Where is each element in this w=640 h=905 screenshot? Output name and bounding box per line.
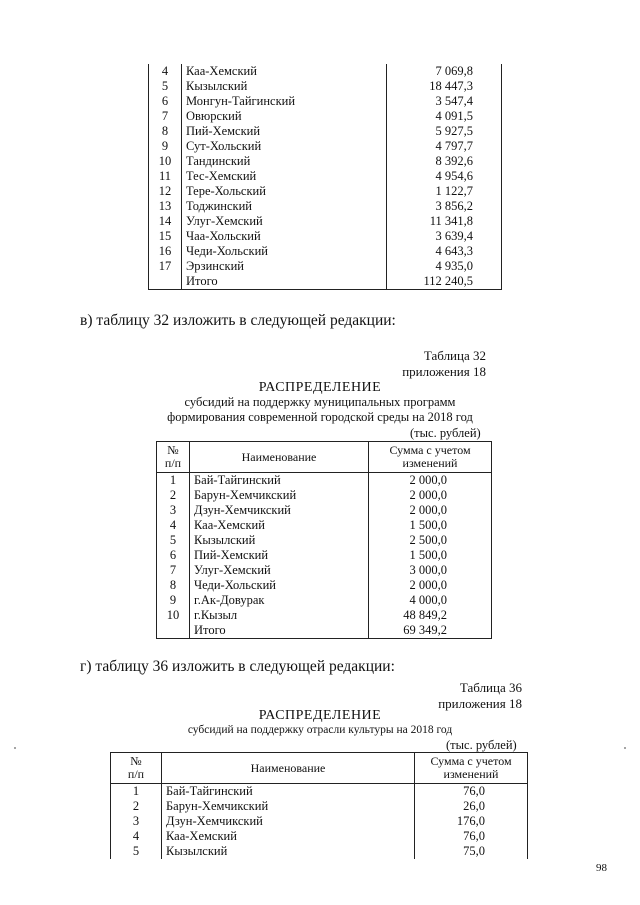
table-row: [111, 814, 528, 829]
table-continued-row-value: 3 547,4: [387, 94, 502, 109]
table36-row-number: 2: [111, 799, 162, 814]
table-row: [157, 473, 492, 489]
table32-col-no-line1: №: [167, 443, 179, 457]
table36-col-sum: [415, 753, 528, 784]
table-continued-row-value: 112 240,5: [387, 274, 502, 290]
table32-row-number: 6: [157, 548, 190, 563]
table-continued-row-name: Чеди-Хольский: [182, 244, 387, 259]
table-continued-row-name: Каа-Хемский: [182, 64, 387, 79]
table32-col-no: [157, 442, 190, 473]
table-row: [149, 229, 502, 244]
table-continued-row-number: 4: [149, 64, 182, 79]
table-continued-row-number: 17: [149, 259, 182, 274]
table-row: [157, 488, 492, 503]
table-continued-row-name: Чаа-Хольский: [182, 229, 387, 244]
table-continued-body: [149, 64, 502, 290]
table-continued-row-number: 14: [149, 214, 182, 229]
table32-row-number: 2: [157, 488, 190, 503]
table-row: [111, 829, 528, 844]
table36-row-number: 1: [111, 784, 162, 800]
table-continued-row-name: Улуг-Хемский: [182, 214, 387, 229]
table-row: [157, 518, 492, 533]
table32-row-value: 2 000,0: [369, 578, 492, 593]
table36-col-no: [111, 753, 162, 784]
table32-caption-line1: Таблица 32: [423, 348, 486, 363]
table36-subheading: субсидий на поддержку отрасли культуры на 2018 год: [187, 724, 453, 736]
table32-col-name: Наименование: [190, 442, 369, 473]
table36-row-number: 3: [111, 814, 162, 829]
table-row: [157, 608, 492, 623]
table32-header: [157, 442, 492, 473]
table-row: [149, 154, 502, 169]
table32-row-name: г.Кызыл: [190, 608, 369, 623]
table36-row-value: 76,0: [415, 829, 528, 844]
table36-row-name: Кызылский: [162, 844, 415, 859]
table36-row-number: 4: [111, 829, 162, 844]
table-row: [157, 533, 492, 548]
table36-row-name: Бай-Тайгинский: [162, 784, 415, 800]
table36-col-no-line2: п/п: [127, 767, 145, 781]
table-row: [149, 124, 502, 139]
table32-row-number: [157, 623, 190, 639]
table-row: [149, 169, 502, 184]
table-continued-row-name: Итого: [182, 274, 387, 290]
table36-caption-line1: Таблица 36: [459, 680, 522, 695]
table32-caption: [402, 348, 486, 380]
paragraph-v: в) таблицу 32 изложить в следующей редакции:: [80, 312, 396, 329]
table-continued-row-name: Тандинский: [182, 154, 387, 169]
table-row: [149, 184, 502, 199]
table-continued-row-value: 4 797,7: [387, 139, 502, 154]
scan-speck: [14, 747, 16, 749]
table32-row-number: 8: [157, 578, 190, 593]
table32-row-value: 69 349,2: [369, 623, 492, 639]
table-row: [157, 623, 492, 639]
table32-col-sum-line1: Сумма с учетом: [389, 443, 471, 457]
table36-row-value: 75,0: [415, 844, 528, 859]
table32-row-value: 48 849,2: [369, 608, 492, 623]
table32-row-name: Кызылский: [190, 533, 369, 548]
table36-col-no-line1: №: [130, 754, 142, 768]
table32-body: [157, 473, 492, 639]
table36-col-name: Наименование: [162, 753, 415, 784]
table32-row-value: 2 500,0: [369, 533, 492, 548]
table32-row-number: 10: [157, 608, 190, 623]
scan-speck: [624, 747, 626, 749]
table-row: [157, 593, 492, 608]
table-continued-row-number: 5: [149, 79, 182, 94]
table32-row-value: 2 000,0: [369, 503, 492, 518]
table-continued: [148, 64, 502, 290]
table36-heading-block: [170, 708, 470, 738]
table-continued-row-name: Эрзинский: [182, 259, 387, 274]
table32-row-value: 1 500,0: [369, 518, 492, 533]
table-continued-row-value: 5 927,5: [387, 124, 502, 139]
table-row: [149, 109, 502, 124]
table-continued-row-value: 3 639,4: [387, 229, 502, 244]
table32-row-name: Бай-Тайгинский: [190, 473, 369, 489]
table36-row-name: Барун-Хемчикский: [162, 799, 415, 814]
table32-col-sum: [369, 442, 492, 473]
table-continued-row-value: 4 935,0: [387, 259, 502, 274]
table32-row-name: Дзун-Хемчикский: [190, 503, 369, 518]
table36: [110, 752, 528, 859]
table-continued-row-value: 4 954,6: [387, 169, 502, 184]
table-row: [149, 199, 502, 214]
table-continued-row-name: Тоджинский: [182, 199, 387, 214]
table-continued-row-number: 11: [149, 169, 182, 184]
table-continued-row-value: 11 341,8: [387, 214, 502, 229]
table36-col-sum-line2: изменений: [443, 767, 499, 781]
table32-row-name: Барун-Хемчикский: [190, 488, 369, 503]
table-continued-row-number: 16: [149, 244, 182, 259]
table32-row-number: 1: [157, 473, 190, 489]
table-row: [111, 784, 528, 800]
table-continued-row-name: Тере-Хольский: [182, 184, 387, 199]
table-continued-row-number: 12: [149, 184, 182, 199]
table32-heading: РАСПРЕДЕЛЕНИЕ: [258, 380, 382, 395]
table-row: [149, 94, 502, 109]
table-row: [149, 139, 502, 154]
table32-row-name: Пий-Хемский: [190, 548, 369, 563]
table36-heading: РАСПРЕДЕЛЕНИЕ: [258, 708, 382, 723]
table-row: [149, 259, 502, 274]
table32-row-name: Итого: [190, 623, 369, 639]
table-continued-row-value: 4 643,3: [387, 244, 502, 259]
table36-row-value: 26,0: [415, 799, 528, 814]
table32-subheading-line1: субсидий на поддержку муниципальных программ: [184, 395, 456, 409]
table-continued-row-number: 8: [149, 124, 182, 139]
table-continued-row-value: 7 069,8: [387, 64, 502, 79]
table-row: [157, 503, 492, 518]
table-continued-row-number: 15: [149, 229, 182, 244]
page-number: 98: [596, 862, 607, 874]
table32: [156, 441, 492, 639]
table32-caption-line2: приложения 18: [402, 364, 486, 379]
table-continued-row-number: 10: [149, 154, 182, 169]
table32-row-number: 9: [157, 593, 190, 608]
table-row: [149, 214, 502, 229]
table32-row-value: 4 000,0: [369, 593, 492, 608]
table32-row-name: Каа-Хемский: [190, 518, 369, 533]
table32-row-value: 2 000,0: [369, 488, 492, 503]
table32-row-value: 1 500,0: [369, 548, 492, 563]
table32-row-value: 3 000,0: [369, 563, 492, 578]
table36-row-number: 5: [111, 844, 162, 859]
table32-heading-block: [150, 380, 490, 425]
table-row: [111, 799, 528, 814]
table-row: [149, 244, 502, 259]
table-continued-row-value: 8 392,6: [387, 154, 502, 169]
table36-row-value: 176,0: [415, 814, 528, 829]
table-row: [157, 563, 492, 578]
table-continued-row-name: Монгун-Тайгинский: [182, 94, 387, 109]
table32-row-number: 5: [157, 533, 190, 548]
table36-caption-line2: приложения 18: [438, 696, 522, 711]
table32-row-name: Улуг-Хемский: [190, 563, 369, 578]
table-row: [149, 274, 502, 290]
table32-row-name: Чеди-Хольский: [190, 578, 369, 593]
table-continued-row-name: Тес-Хемский: [182, 169, 387, 184]
table32-row-number: 3: [157, 503, 190, 518]
table36-body: [111, 784, 528, 860]
table-row: [149, 64, 502, 79]
table-continued-row-value: 3 856,2: [387, 199, 502, 214]
table32-row-name: г.Ак-Довурак: [190, 593, 369, 608]
table-row: [149, 79, 502, 94]
table32-subheading-line2: формирования современной городской среды на 2018 год: [167, 410, 473, 424]
table32-col-sum-line2: изменений: [402, 456, 458, 470]
table-continued-row-value: 1 122,7: [387, 184, 502, 199]
table-continued-row-name: Пий-Хемский: [182, 124, 387, 139]
table-continued-row-name: Кызылский: [182, 79, 387, 94]
table-row: [157, 548, 492, 563]
paragraph-g: г) таблицу 36 изложить в следующей редакции:: [80, 658, 395, 675]
table-row: [157, 578, 492, 593]
table-continued-row-number: 7: [149, 109, 182, 124]
table36-row-name: Каа-Хемский: [162, 829, 415, 844]
table36-col-sum-line1: Сумма с учетом: [430, 754, 512, 768]
table36-header: [111, 753, 528, 784]
table-row: [111, 844, 528, 859]
table-continued-row-name: Сут-Хольский: [182, 139, 387, 154]
table36-row-name: Дзун-Хемчикский: [162, 814, 415, 829]
table-continued-row-number: 13: [149, 199, 182, 214]
table-continued-row-number: [149, 274, 182, 290]
table32-unit: (тыс. рублей): [410, 426, 481, 440]
table-continued-row-value: 4 091,5: [387, 109, 502, 124]
table-continued-row-number: 6: [149, 94, 182, 109]
table36-unit: (тыс. рублей): [446, 738, 517, 752]
table32-row-number: 4: [157, 518, 190, 533]
table32-row-number: 7: [157, 563, 190, 578]
table-continued-row-name: Овюрский: [182, 109, 387, 124]
table32-col-no-line2: п/п: [164, 456, 182, 470]
table-continued-row-value: 18 447,3: [387, 79, 502, 94]
table36-row-value: 76,0: [415, 784, 528, 800]
table32-row-value: 2 000,0: [369, 473, 492, 489]
table-continued-row-number: 9: [149, 139, 182, 154]
